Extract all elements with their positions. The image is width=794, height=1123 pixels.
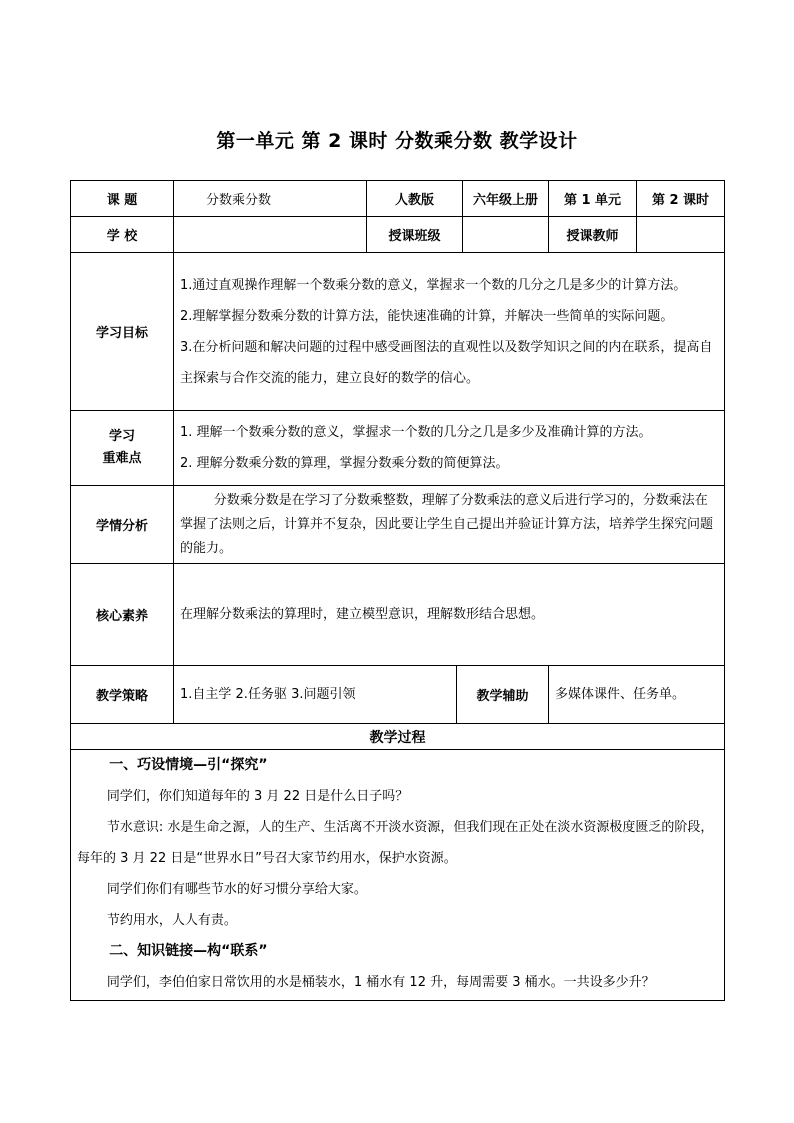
aid-label: 教学辅助 [457,666,549,724]
process-content [71,750,725,1001]
keypoints-label [71,411,174,486]
section-heading: 一、巧设情境—引“探究” [109,757,268,773]
literacy-label: 核心素养 [71,564,174,666]
row-topic [71,181,725,217]
process-paragraph: 节约用水，人人有责。 [106,913,237,928]
teacher-value [637,217,725,253]
row-strategy [71,666,725,724]
topic-label: 课 题 [71,181,174,217]
row-analysis [71,486,725,564]
objectives-content [174,253,725,411]
process-paragraph: 节水意识: 水是生命之源，人的生产、生活离不开淡水资源，但我们现在正处在淡水资源极度匮乏的阶段，每年的 3 月 22 日是“世界水日”号召大家节约用水，保护水资源。 [77,820,714,866]
row-process-header [71,724,725,750]
class-label: 授课班级 [367,217,463,253]
analysis-label: 学情分析 [71,486,174,564]
keypoints-label-line1: 学习 [108,429,135,444]
strategy-content [174,666,457,724]
analysis-content [174,486,725,564]
strategy-label: 教学策略 [71,666,174,724]
row-process [71,750,725,1001]
process-paragraph: 同学们，你们知道每年的 3 月 22 日是什么日子吗？ [106,789,409,804]
keypoint-item: 1. 理解一个数乘分数的意义，掌握求一个数的几分之几是多少及准确计算的方法。 [180,425,652,440]
process-paragraph: 同学们，李伯伯家日常饮用的水是桶装水，1 桶水有 12 升，每周需要 3 桶水。一共设多少升？ [106,975,655,990]
keypoints-content [174,411,725,486]
row-school [71,217,725,253]
row-literacy [71,564,725,666]
grade: 六年级上册 [463,181,549,217]
literacy-text: 在理解分数乘法的算理时，建立模型意识，理解数形结合思想。 [180,607,545,622]
literacy-content [174,564,725,666]
publisher: 人教版 [367,181,463,217]
process-paragraph: 同学们你们有哪些节水的好习惯分享给大家。 [106,882,367,897]
aid-content [549,666,725,724]
objective-item: 1.通过直观操作理解一个数乘分数的意义，掌握求一个数的几分之几是多少的计算方法。 [180,277,687,293]
aid-text: 多媒体课件、任务单。 [555,687,686,702]
school-value [174,217,367,253]
objective-item: 3.在分析问题和解决问题的过程中感受画图法的直观性以及数学知识之间的内在联系，提高自主探索与合作交流的能力，建立良好的数学的信心。 [180,339,713,386]
keypoints-label-line2: 重难点 [102,451,142,466]
school-label: 学 校 [71,217,174,253]
unit: 第 1 单元 [549,181,637,217]
objective-item: 2.理解掌握分数乘分数的计算方法，能快速准确的计算，并解决一些简单的实际问题。 [180,308,674,324]
topic-value: 分数乘分数 [174,181,367,217]
page-title: 第一单元 第 2 课时 分数乘分数 教学设计 [216,130,578,152]
keypoint-item: 2. 理解分数乘分数的算理，掌握分数乘分数的简便算法。 [180,456,509,471]
lesson-plan-table [70,180,725,1001]
process-header: 教学过程 [71,724,725,750]
row-keypoints [71,411,725,486]
objectives-label: 学习目标 [71,253,174,411]
strategy-text: 1.自主学 2.任务驱 3.问题引领 [180,687,356,702]
class-value [463,217,549,253]
analysis-text: 分数乘分数是在学习了分数乘整数，理解了分数乘法的意义后进行学习的，分数乘法在掌握了法则之后，计算并不复杂，因此要让学生自己提出并验证计算方法，培养学生探究问题的能力。 [180,492,714,556]
lesson-number: 第 2 课时 [637,181,725,217]
section-heading: 二、知识链接—构“联系” [109,943,268,959]
teacher-label: 授课教师 [549,217,637,253]
row-objectives [71,253,725,411]
